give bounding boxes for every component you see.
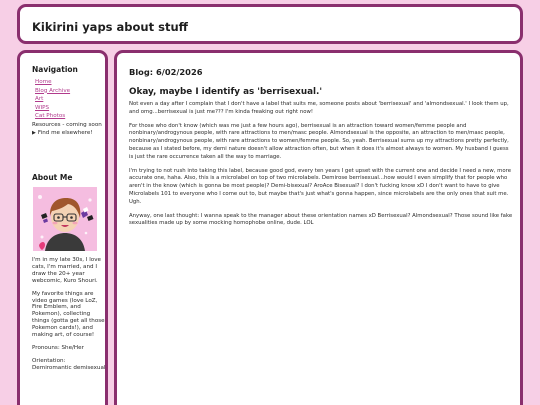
about-text [32, 257, 106, 378]
nav-link-home[interactable]: Home [35, 79, 52, 85]
triangle-right-icon: ▶ [32, 129, 36, 136]
post-body [129, 101, 513, 234]
post-title: Okay, maybe I identify as 'berrisexual.' [129, 87, 323, 97]
nav-item-cat-photos [35, 112, 106, 121]
post-paragraph-2: For those who don't know (which was me just a few hours ago), berrisexual is an attraction toward women/femme people and nonbinary/androgynous people, with rare attractions to men/masc people. Almondsexual is the opposite, an attraction to men/masc people, nonbinary/androgynous people, with rare attractions to women/femme people. So, yeah. Berrisexual sums up my attractions pretty perfectly, because as I stated before, my demi nature doesn't allow attraction often, but when it does it's almost always to women. My husband I guess is just the rare occurrence taken all the way to marriage. [129, 122, 509, 160]
about-heading: About Me [32, 173, 73, 182]
site-header [17, 4, 523, 44]
nav-link-cat-photos[interactable]: Cat Photos [35, 113, 66, 120]
nav-item-home [35, 78, 106, 87]
nav-item-art [35, 95, 106, 104]
about-bio: I'm in my late 30s, I love cats, I'm married, and I draw the 20+ year webcomic, Kuro Shouri. [32, 257, 101, 284]
post-paragraph-3: I'm trying to not rush into taking this label, because good god, every ten years I get upset with the current one and decide I need a new, more accurate one, haha. Also, this is a microlabel on top of two microlabels. Demirose berrisexual...how would I even simplify that for people who aren't in the know (which is gonna be most people)? Demi-bisexual? AroAce Bisexual? I don't fucking know xD I don't want to have to give Microlabels 101 to everyone who I come out to, but maybe that's just what's gonna happen, since microlabels are the only ones that suit me. Ugh. [129, 167, 511, 205]
navigation-heading: Navigation [32, 65, 78, 74]
nav-item-wips [35, 104, 106, 113]
about-orientation: Orientation: Demiromantic demisexual [32, 357, 106, 371]
find-me-elsewhere-label: Find me elsewhere! [37, 129, 93, 136]
site-title: Kikirini yaps about stuff [32, 20, 188, 34]
resources-note: Resources - coming soon [32, 121, 102, 128]
about-pronouns: Pronouns: She/Her [32, 344, 84, 351]
nav-list [32, 78, 106, 137]
avatar-illustration [33, 187, 97, 251]
post-paragraph-1: Not even a day after I complain that I don't have a label that suits me, someone posts about 'berrisexual' and 'almondsexual.' I look them up, and omg...berrisexual is just me??? I'm kinda freaking out right now! [129, 101, 509, 115]
blog-date-heading: Blog: 6/02/2026 [129, 67, 203, 77]
avatar [33, 187, 97, 251]
nav-link-art[interactable]: Art [35, 96, 44, 103]
nav-item-blog-archive [35, 87, 106, 96]
nav-link-blog-archive[interactable]: Blog Archive [35, 87, 71, 94]
nav-link-wips[interactable]: WIPS [35, 104, 50, 111]
post-paragraph-4: Anyway, one last thought: I wanna speak to the manager about these orientation names xD Berrisexual? Almondsexual? Those sound like fake sexualities made up by some mocking homophobe online, dude. LOL [129, 212, 513, 227]
sidebar [17, 50, 108, 405]
about-favorites: My favorite things are video games (love LoZ, Fire Emblem, and Pokemon), collecting things (gotta get all those Pokemon cards!), and making art, of course! [32, 290, 105, 339]
find-me-elsewhere-toggle[interactable] [32, 129, 106, 137]
main-content [114, 50, 523, 405]
